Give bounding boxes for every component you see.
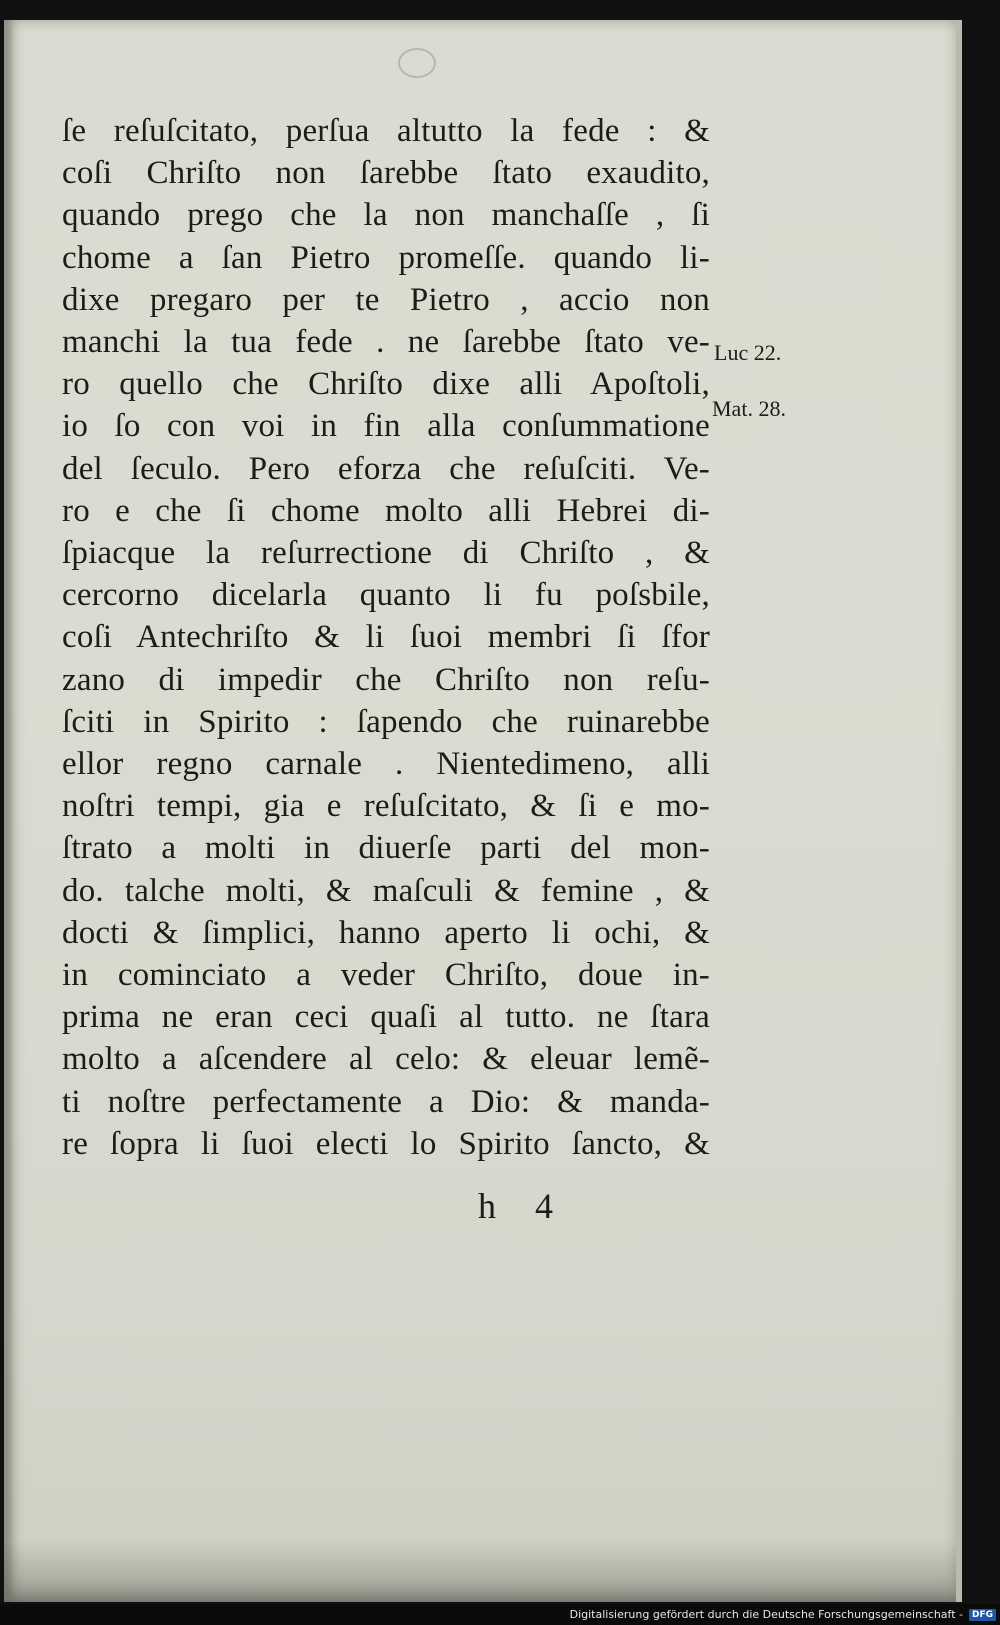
body-text — [62, 110, 710, 1165]
text-line: in cominciato a veder Chriſto, doue in- — [62, 957, 710, 994]
marginal-note-matthew: Mat. 28. — [712, 396, 786, 421]
text-line: ſpiacque la reſurrectione di Chriſto , & — [62, 535, 710, 572]
funding-credit: Digitalisierung gefördert durch die Deutsche Forschungsgemeinschaft - — [569, 1608, 963, 1621]
text-line: coſi Antechriſto & li ſuoi membri ſi ſfor — [62, 619, 710, 656]
digitization-footer — [0, 1604, 1000, 1625]
text-line: chome a ſan Pietro promeſſe. quando li- — [62, 239, 710, 276]
text-line: del ſeculo. Pero eforza che reſuſciti. Ve- — [62, 450, 710, 487]
text-line: docti & ſimplici, hanno aperto li ochi, & — [62, 914, 710, 951]
text-line: noſtri tempi, gia e reſuſcitato, & ſi e mo- — [62, 788, 710, 825]
page-bottom-shadow — [4, 1540, 956, 1602]
text-line: molto a aſcendere al celo: & eleuar lemẽ- — [62, 1041, 710, 1078]
text-line: zano di impedir che Chriſto non reſu- — [62, 661, 710, 698]
text-line: ſtrato a molti in diuerſe parti del mon- — [62, 830, 710, 867]
text-line: do. talche molti, & maſculi & femine , & — [62, 872, 710, 909]
text-line: coſi Chriſto non ſarebbe ſtato exaudito, — [62, 155, 710, 192]
text-line: ro e che ſi chome molto alli Hebrei di- — [62, 492, 710, 529]
text-line: ſciti in Spirito : ſapendo che ruinarebbe — [62, 703, 710, 740]
text-line: cercorno dicelarla quanto li fu poſsbile, — [62, 577, 710, 614]
text-line: ti noſtre perfectamente a Dio: & manda- — [62, 1083, 710, 1120]
text-line: ellor regno carnale . Nientedimeno, alli — [62, 746, 710, 783]
dfg-logo: DFG — [969, 1609, 996, 1621]
text-line: quando prego che la non manchaſſe , ſi — [62, 197, 710, 234]
paper-stain — [398, 48, 436, 78]
text-line: re ſopra li ſuoi electi lo Spirito ſancto, & — [62, 1125, 710, 1162]
text-line: dixe pregaro per te Pietro , accio non — [62, 281, 710, 318]
text-line: io ſo con voi in fin alla conſummatione — [62, 408, 710, 445]
signature-mark: h 4 — [478, 1186, 553, 1226]
text-line: ro quello che Chriſto dixe alli Apoſtoli, — [62, 366, 710, 403]
marginal-note-luke: Luc 22. — [714, 340, 782, 365]
text-line: prima ne eran ceci quaſi al tutto. ne ſtara — [62, 999, 710, 1036]
text-line: manchi la tua fede . ne ſarebbe ſtato ve- — [62, 324, 710, 361]
text-line: ſe reſuſcitato, perſua altutto la fede : & — [62, 113, 710, 149]
page-gutter-shadow — [4, 20, 14, 1602]
